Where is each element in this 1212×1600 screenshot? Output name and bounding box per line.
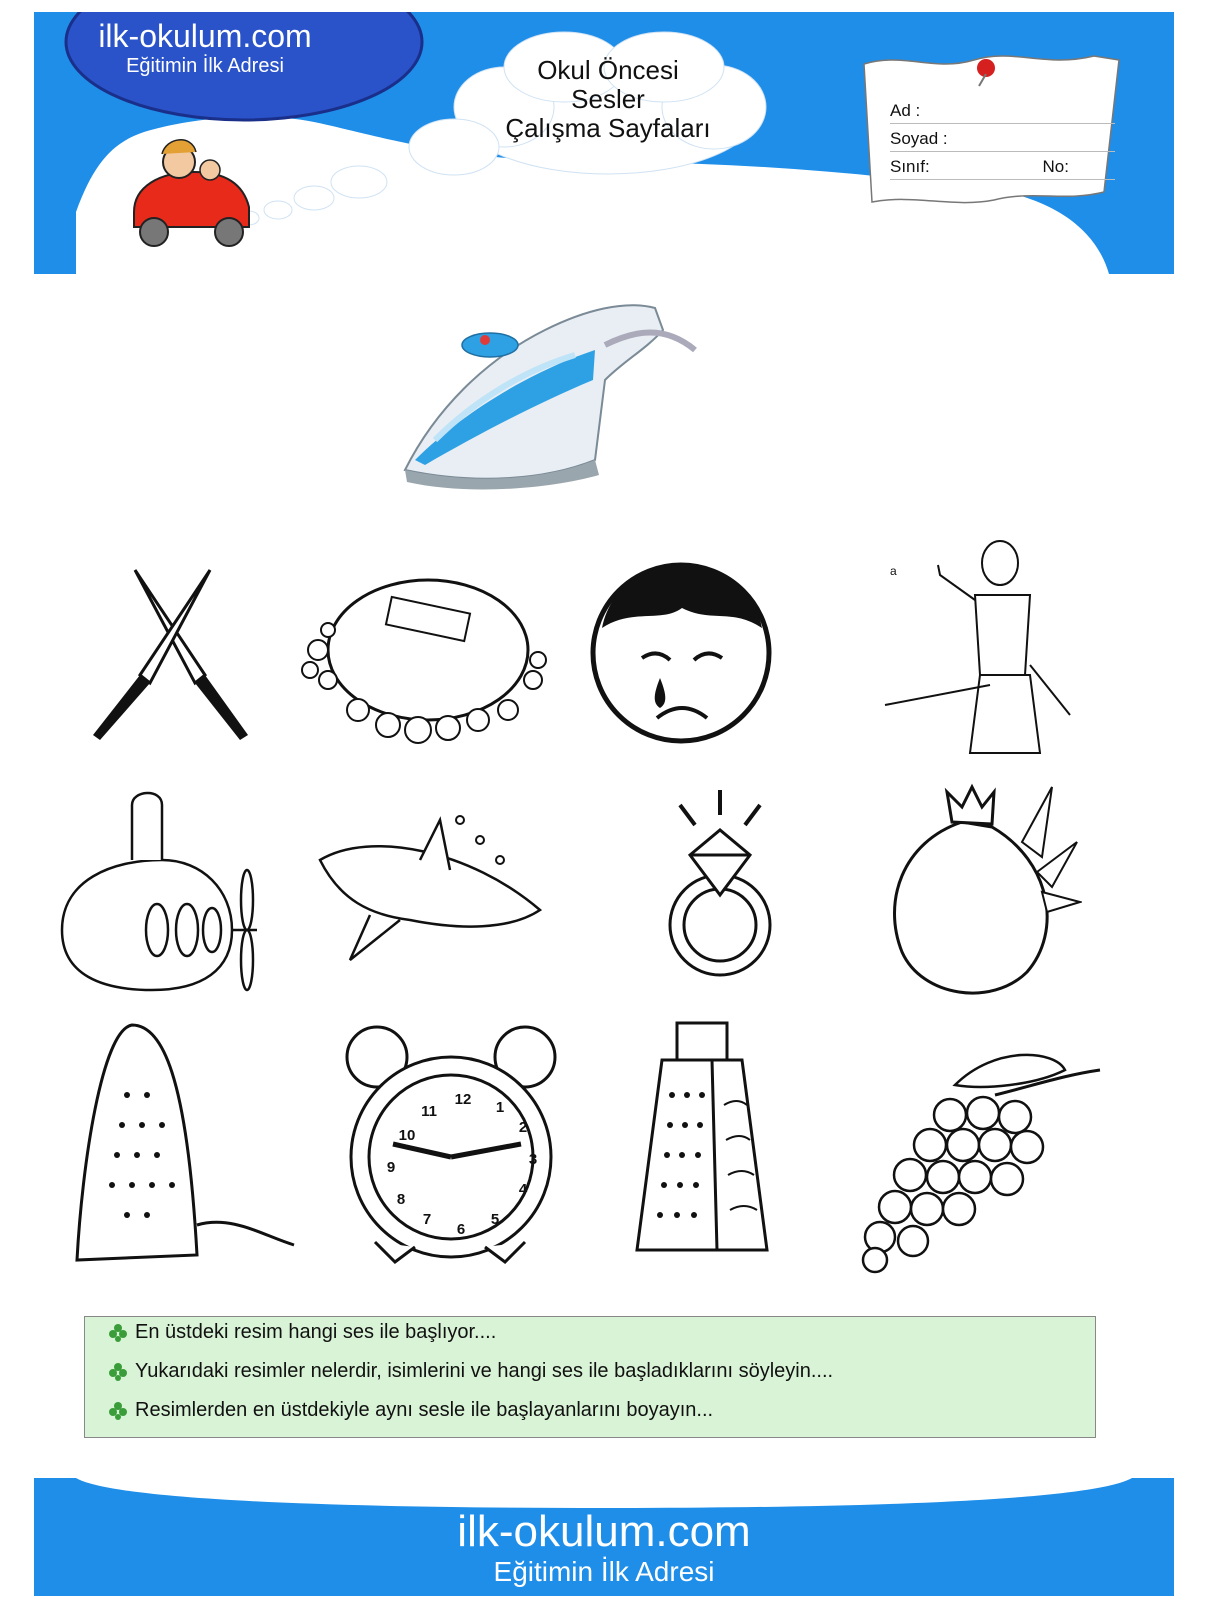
- clock-number-5: 5: [490, 1211, 500, 1228]
- clover-bullet-icon: [107, 1400, 129, 1422]
- submarine-picture: [52, 780, 264, 998]
- student-info-form: [890, 96, 1115, 180]
- name-label: Ad :: [890, 101, 921, 120]
- knives-picture: [90, 565, 255, 750]
- clover-bullet-icon: [107, 1322, 129, 1344]
- crying-boy-picture: [582, 548, 780, 748]
- clover-bullet-icon: [107, 1361, 129, 1383]
- title-line-3: Çalışma Sayfaları: [505, 113, 711, 143]
- grapes-picture: [855, 1045, 1105, 1275]
- instructions-box: [84, 1316, 1096, 1438]
- ring-picture: [660, 785, 782, 990]
- clock-number-12: 12: [454, 1091, 472, 1108]
- footer-title: ilk-okulum.com: [457, 1507, 751, 1556]
- instruction-item: [107, 1399, 713, 1422]
- instruction-item: [107, 1360, 833, 1383]
- svg-text:a: a: [890, 564, 897, 578]
- logo-subtitle: Eğitimin İlk Adresi: [126, 55, 284, 77]
- clock-number-4: 4: [518, 1181, 528, 1198]
- footer: [34, 1478, 1174, 1588]
- name-field[interactable]: [890, 96, 1115, 124]
- instruction-text: Resimlerden en üstdekiyle aynı sesle ile başlayanlarını boyayın...: [135, 1399, 714, 1421]
- clock-number-7: 7: [422, 1211, 432, 1228]
- title-line-2: Sesler: [571, 84, 645, 114]
- number-label: No:: [1042, 157, 1069, 176]
- iron-picture: [72, 1015, 297, 1277]
- teacher-at-board-picture: [880, 535, 1085, 757]
- soap-picture: [298, 570, 556, 750]
- instruction-item: [107, 1321, 496, 1344]
- title-line-1: Okul Öncesi: [537, 55, 679, 85]
- surname-field[interactable]: [890, 124, 1115, 152]
- clock-number-11: 11: [421, 1103, 437, 1120]
- clock-number-3: 3: [528, 1151, 538, 1168]
- iron-color-picture: [395, 290, 705, 500]
- alarm-clock-picture: [335, 1012, 570, 1267]
- clock-number-8: 8: [396, 1191, 406, 1208]
- clock-number-10: 10: [398, 1127, 416, 1144]
- clock-number-6: 6: [456, 1221, 466, 1238]
- worksheet-title: [468, 56, 748, 143]
- clock-number-9: 9: [386, 1159, 396, 1176]
- class-label: Sınıf:: [890, 157, 930, 176]
- grater-picture: [632, 1015, 772, 1260]
- logo: [55, 18, 355, 78]
- clock-number-1: 1: [495, 1099, 505, 1116]
- pomegranate-picture: [882, 782, 1082, 1007]
- footer-subtitle: Eğitimin İlk Adresi: [493, 1556, 715, 1587]
- instruction-text: Yukarıdaki resimler nelerdir, isimlerini ve hangi ses ile başladıklarını söyleyin....: [135, 1360, 834, 1382]
- logo-title: ilk-okulum.com: [98, 18, 312, 54]
- clock-number-2: 2: [518, 1119, 528, 1136]
- surname-label: Soyad :: [890, 129, 948, 148]
- class-number-field[interactable]: [890, 152, 1115, 180]
- shark-picture: [310, 800, 550, 980]
- instruction-text: En üstdeki resim hangi ses ile başlıyor....: [135, 1321, 497, 1343]
